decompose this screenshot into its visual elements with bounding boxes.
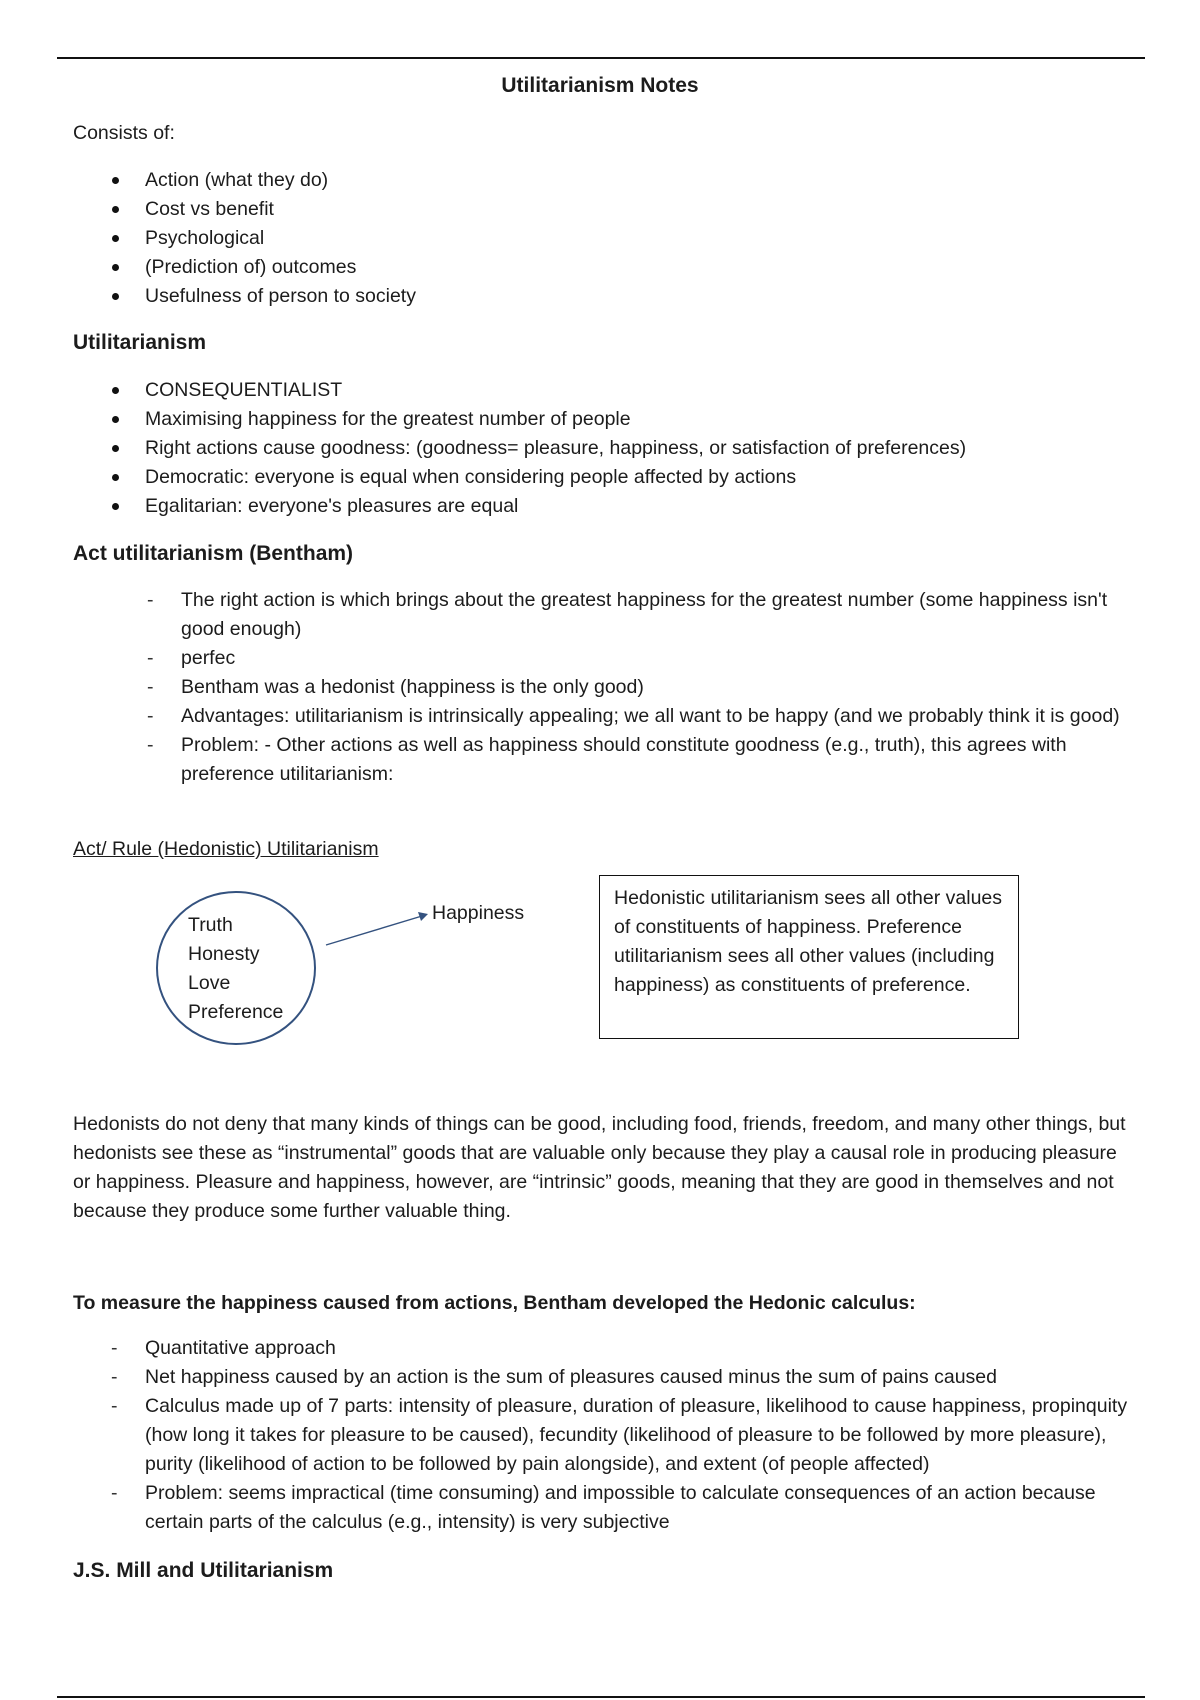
section-heading-mill: J.S. Mill and Utilitarianism [73, 1559, 334, 1582]
circle-item-honesty: Honesty [188, 943, 260, 965]
list-item: - perfec [181, 644, 1121, 673]
section-heading-act-utilitarianism: Act utilitarianism (Bentham) [73, 542, 354, 565]
list-item: CONSEQUENTIALIST [145, 376, 1145, 405]
list-item: Egalitarian: everyone's pleasures are equal [145, 492, 1145, 521]
circle-item-truth: Truth [188, 914, 233, 936]
list-item: - Bentham was a hedonist (happiness is the only good) [181, 673, 1121, 702]
diagram-subheading: Act/ Rule (Hedonistic) Utilitarianism [73, 838, 379, 860]
list-item: Cost vs benefit [145, 195, 1045, 224]
arrow-target-label: Happiness [432, 902, 525, 924]
utilitarianism-list [145, 376, 1145, 521]
diagram-note-box [599, 875, 1019, 1039]
arrow-line [326, 916, 422, 945]
list-item: - Quantitative approach [145, 1334, 1135, 1363]
list-item: Usefulness of person to society [145, 282, 1045, 311]
hedonists-paragraph: Hedonists do not deny that many kinds of things can be good, including food, friends, freedom, and many other things, but hedonists see these as “instrumental” goods that are valuable only because they play a causal role in producing pleasure or happiness. Pleasure and happiness, however, are “intrinsic” goods, meaning that they are good in themselves and not because they produce some further valuable thing. [73, 1113, 1126, 1222]
act-utilitarianism-list [181, 586, 1121, 789]
list-item: - The right action is which brings about the greatest happiness for the greatest number (some happiness isn't good enough) [181, 586, 1121, 644]
list-item: (Prediction of) outcomes [145, 253, 1045, 282]
list-item: - Problem: seems impractical (time consuming) and impossible to calculate consequences of an action because certain parts of the calculus (e.g., intensity) is very subjective [145, 1479, 1135, 1537]
section-heading-utilitarianism: Utilitarianism [73, 331, 207, 354]
list-item: Action (what they do) [145, 166, 1045, 195]
list-item: - Advantages: utilitarianism is intrinsically appealing; we all want to be happy (and we probably think it is good) [181, 702, 1121, 731]
list-item: Right actions cause goodness: (goodness= pleasure, happiness, or satisfaction of preferences) [145, 434, 1145, 463]
list-item: Psychological [145, 224, 1045, 253]
circle-items [188, 911, 283, 1027]
list-item: - Problem: - Other actions as well as happiness should constitute goodness (e.g., truth), this agrees with preference utilitarianism: [181, 731, 1121, 789]
calculus-heading: To measure the happiness caused from actions, Bentham developed the Hedonic calculus: [73, 1292, 916, 1314]
bottom-rule [57, 1696, 1145, 1698]
circle-item-preference: Preference [188, 1001, 284, 1023]
circle-item-love: Love [188, 972, 231, 994]
top-rule [57, 57, 1145, 59]
diagram-note-text: Hedonistic utilitarianism sees all other values of constituents of happiness. Preference utilitarianism sees all other values (including happiness) as constituents of preference. [614, 887, 1003, 996]
page-title: Utilitarianism Notes [501, 74, 699, 97]
consists-list [145, 166, 1045, 311]
list-item: Maximising happiness for the greatest number of people [145, 405, 1145, 434]
list-item: Democratic: everyone is equal when considering people affected by actions [145, 463, 1145, 492]
list-item: - Net happiness caused by an action is the sum of pleasures caused minus the sum of pains caused [145, 1363, 1135, 1392]
intro-label: Consists of: [73, 122, 175, 144]
arrow-head-icon [418, 912, 428, 921]
list-item: - Calculus made up of 7 parts: intensity of pleasure, duration of pleasure, likelihood to cause happiness, propinquity (how long it takes for pleasure to be caused), fecundity (likelihood of pleasure to be followed by more pleasure), purity (likelihood of action to be followed by pain alongside), and extent (of people affected) [145, 1392, 1135, 1479]
calculus-list [145, 1334, 1135, 1537]
